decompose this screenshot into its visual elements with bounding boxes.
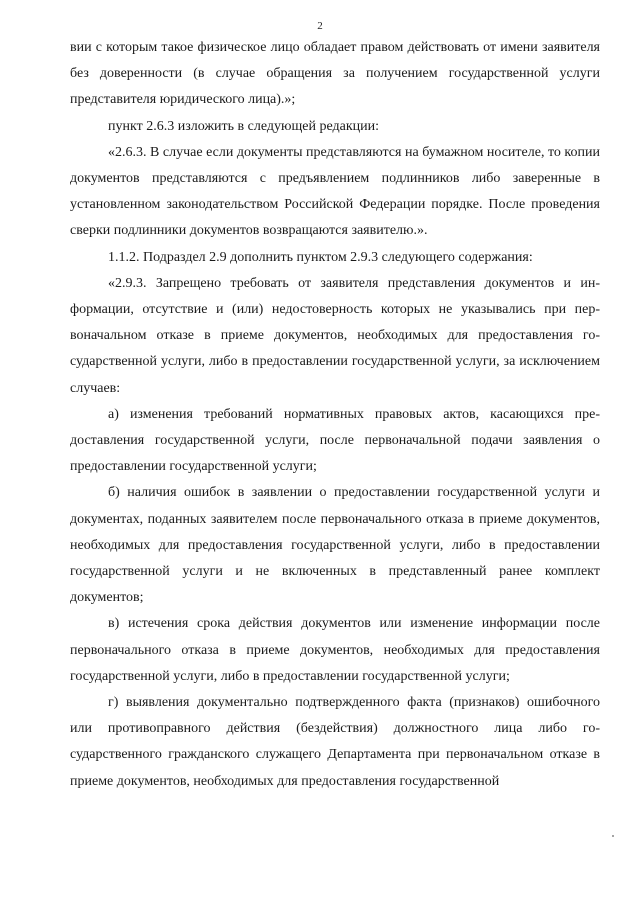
paragraph-item-2-6-3: «2.6.3. В случае если документы представляются на бумажном носителе, то копии документов представляются с предъявлением подлинников либо заверенные в установленном законодательством Российской Федерации порядке. После проведения сверки подлинники документов возвращаются заявителю.». (70, 144, 600, 239)
paragraph-item-2-6-3-intro: пункт 2.6.3 изложить в следующей редакции: (108, 118, 379, 134)
paragraph-subitem-b: б) наличия ошибок в заявлении о предоставлении государственной услуги и документах, поданных заявителем после первоначального отказа в приеме документов, необходимых для предоставления государственной услуги, либо в предоставлении государственной услуги и не включенных в представленный ранее комплект документов; (70, 485, 600, 606)
paragraph-item-2-9-3: «2.9.3. Запрещено требовать от заявителя представления документов и информации, отсутствие и (или) недостоверность которых не указывались при первоначальном отказе в приеме документов, необходимых для предоставления государственной услуги, либо в предоставлении государственной услуги, за исключением случаев: (70, 275, 600, 396)
paragraph-subitem-g: г) выявления документально подтвержденного факта (признаков) ошибочного или противоправного действия (бездействия) должностного лица либо государственного гражданского служащего Департамента при первоначальном отказе в приеме документов, необходимых для предоставления государственной (70, 695, 600, 789)
paragraph-subitem-a: а) изменения требований нормативных правовых актов, касающихся предоставления государственной услуги, после первоначальной подачи заявления о предоставлении государственной услуги; (70, 406, 600, 475)
paragraph-subitem-v: в) истечения срока действия документов или изменение информации после первоначального отказа в приеме документов, необходимых для предоставления государственной услуги, либо в предоставлении государственной услуги; (70, 616, 600, 684)
scan-artifact-dot (612, 835, 614, 837)
page-number: 2 (317, 20, 323, 32)
paragraph-continuation: вии с которым такое физическое лицо обладает правом действовать от имени заявителя без доверенности (в случае обращения за получением государственной услуги представителя юридического лица).»; (70, 40, 600, 108)
paragraph-item-1-1-2: 1.1.2. Подраздел 2.9 дополнить пунктом 2.9.3 следующего содержания: (108, 249, 533, 265)
document-body (70, 35, 600, 795)
